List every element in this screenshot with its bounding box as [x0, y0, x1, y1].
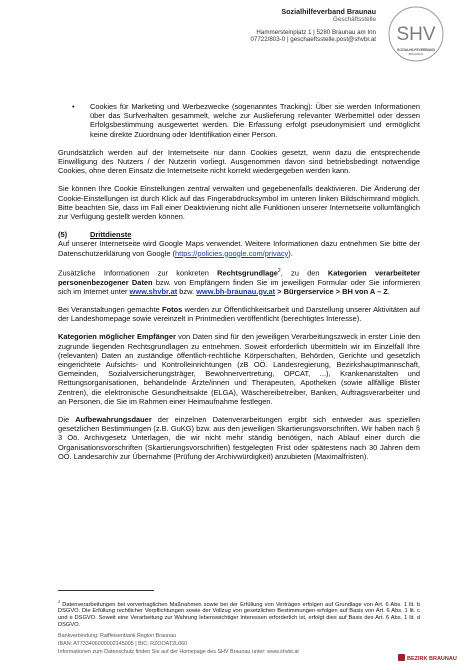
org-address: Hammersteinplatz 1 | 5280 Braunau am Inn	[256, 28, 376, 36]
footer-privacy-note: Informationen zum Datenschutz finden Sie auf der Homepage des SHV Braunau unter: www.shvbr.at	[58, 649, 299, 655]
section-5-text	[58, 239, 420, 257]
text: von Daten sind für den jeweiligen Verarbeitungszweck in erster Linie den zugrunde liegenden Rechtsgrundlagen zu entnehmen. Soweit erforderlich übermitteln wir im Einzelfall Ihre (relevanten) Daten an zuständige öffentlich-rechtliche Körperschaften, Behörden, Gerichte und gesetzlich eingerichtete Aufsichts- und Kontrolleinrichtungen (zB OÖ. Landesregierung, Bezirkshauptmannschaft, Gemeinden, Sozialversicherungsträger, Bewohnervertretung, OPCAT, ...), Krankenanstalten und Rettungsorganisationen, behandelnde Ärzte/innen und Therapeuten, Apotheken (sowie allfällige Blister Zentren), die elektronische Gesundheitsakte (ELGA), Wäschereibetreiber, Banken, Auftragsverarbeiter und an Personen, die Sie im Rahmen einer Heimaufnahme festlegen.	[58, 332, 420, 406]
bh-braunau-link[interactable]: www.bh-braunau.gv.at	[196, 286, 276, 296]
bullet-mark: •	[72, 102, 75, 111]
bold-aufbewahrungsdauer: Aufbewahrungsdauer	[75, 414, 152, 424]
section-5	[58, 230, 420, 258]
section-5-number: (5)	[58, 230, 68, 240]
footnote	[58, 599, 420, 630]
text: werden zur Öffentlichkeitsarbeit und Darstellung unserer Aktivitäten auf der Landeshomepage sowie vereinzelt in Printmedien veröffentlicht (berechtigtes Interesse).	[58, 304, 421, 324]
paragraph-recipients	[58, 332, 420, 406]
text: Die	[58, 414, 76, 424]
bold-rechtsgrundlage: Rechtsgrundlage	[217, 268, 278, 278]
paragraph-cookies-consent: Grundsätzlich werden auf der Internetseite nur dann Cookies gesetzt, wenn dazu die entsprechende Einwilligung des Nutzers / der Nutzerin vorliegt. Ausgenommen davon sind betriebsbedingt notwendige Cookies, ohne deren Einsatz die Internetseite nicht korrekt wiedergegeben werden kann.	[58, 147, 420, 176]
section-5-heading	[58, 230, 420, 239]
bezirk-logo-text: BEZIRK BRAUNAU	[407, 656, 457, 662]
bezirk-braunau-logo	[398, 654, 457, 662]
section-5-text-before: Auf unserer Internetseite wird Google Maps verwendet. Weitere Informationen dazu entnehmen Sie bitte der Datenschutzerklärung von Google (	[58, 239, 420, 258]
text: der einzelnen Datenverarbeitungen ergibt sich entweder aus speziellen gesetzlichen Bestimmungen (z.B. GuKG) bzw. aus den jeweiligen Skartierungsvorschriften. Wir haben nach § 3 Oö. Archivgesetz Unterlagen, die wir nicht mehr ständig benötigen, nach Ablauf einer durch die Organisationsvorschriften (Skartierungsvorschriften) festgelegten Frist oder spätestens nach 30 Jahren dem OÖ. Landesarchiv zur Übernahme (Prüfung der Archivwürdigkeit) anzubieten (Maximalfristen).	[58, 414, 420, 461]
org-name: Sozialhilfeverband Braunau	[281, 7, 376, 16]
bold-kategorien-daten: Kategorien verarbeiteter personenbezogener Daten	[58, 268, 421, 287]
footnote-ref[interactable]: 2	[277, 267, 281, 274]
shv-logo	[384, 4, 448, 68]
footer-iban: IBAN: AT733406000002145005 | BIC: RZOOAT2L060	[58, 641, 188, 647]
bold-fotos: Fotos	[162, 304, 183, 314]
bezirk-logo-icon	[398, 654, 405, 661]
text: bzw.	[177, 286, 197, 296]
paragraph-photos	[58, 305, 420, 323]
bold-empfaenger: Kategorien möglicher Empfänger	[58, 332, 176, 342]
text: , zu den	[280, 268, 328, 278]
text: Bei Veranstaltungen gemachte	[58, 304, 163, 314]
google-privacy-link[interactable]: https://policies.google.com/privacy	[175, 248, 289, 258]
logo-text: SHV	[396, 24, 436, 45]
shvbr-link[interactable]: www.shvbr.at	[129, 286, 178, 296]
text: bzw. von Empfängern finden Sie im jeweiligen Formular oder Sie informieren sich im Internet unter	[58, 277, 420, 296]
org-subtitle: Geschäftsstelle	[332, 16, 376, 24]
document-body	[58, 102, 420, 461]
org-contact: 07722/803-0 | geschaeftsstelle.post@shvbr.at	[250, 35, 376, 43]
org-header	[250, 8, 376, 43]
text: Zusätzliche Informationen zur konkreten	[58, 268, 218, 278]
footer-bank: Bankverbindung: Raiffeisenbank Region Braunau	[58, 633, 176, 639]
page-footer	[58, 632, 299, 656]
bullet-item	[58, 102, 420, 139]
bold-path: > Bürgerservice > BH von A – Z	[275, 286, 388, 296]
logo-caption-1: SOZIALHILFEVERBAND	[397, 48, 435, 52]
bullet-text: Cookies für Marketing und Werbezwecke (sogenanntes Tracking): Über sie werden Informationen über das Surfverhalten gesammelt, welche zur Auslieferung relevanter Werbemittel oder dessen Erfolgsbestimmung ausgewertet werden. Die Erfassung erfolgt pseudonymisiert und ermöglicht keine direkte Zuordnung oder Identifikation einer Person.	[90, 102, 420, 139]
logo-caption-2: BRAUNAU	[408, 52, 424, 56]
section-5-title: Drittdienste	[90, 230, 132, 240]
text: .	[387, 286, 390, 296]
section-5-text-after: ).	[288, 248, 293, 258]
paragraph-retention	[58, 415, 420, 461]
paragraph-cookie-settings: Sie können Ihre Cookie Einstellungen zentral verwalten und gegebenenfalls deaktivieren. Die Änderung der Cookie-Einstellungen ist durch Klick auf das Fingerabdrucksymbol im unteren linken Bildschirmrand möglich. Bitte beachten Sie, dass im Fall einer Deaktivierung nicht alle Funktionen unserer Internetseite vollumfänglich zur Verfügung gestellt werden können.	[58, 184, 420, 222]
footnote-number: 2	[58, 598, 61, 604]
footnote-divider	[58, 590, 154, 591]
paragraph-legal-basis	[58, 267, 420, 296]
footnote-text: Datenverarbeitungen bei vorvertraglichen Maßnahmen sowie bei der Erfüllung von Verträgen erfolgen auf Grundlage von Art. 6 Abs. 1 lit. b DSGVO. Die Erfüllung rechtlicher Verpflichtungen sowie der Vollzug von gesetzlichen Bestimmungen erfolgen auf Basis von Art. 6 Abs. 1 lit. c und e DSGVO. Soweit eine Verarbeitung zur Wahrung lebenswichtiger Interessen erforderlich ist, erfolgt dies auf Basis des Art. 6 Abs. 1 lit. d DSGVO.	[58, 601, 420, 629]
